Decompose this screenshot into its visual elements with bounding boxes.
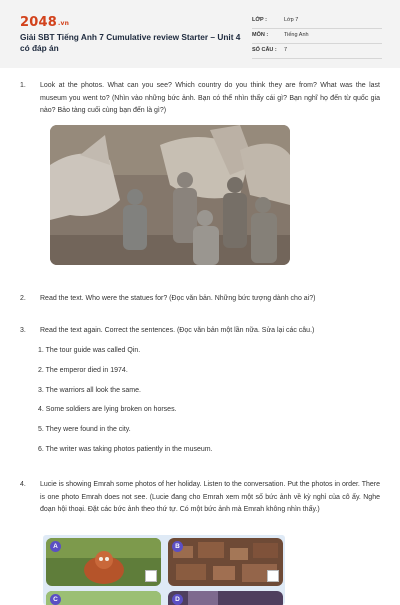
meta-grade (252, 14, 382, 29)
holiday-photos-grid (43, 535, 285, 605)
question-number: 4. (20, 481, 26, 488)
meta-key: SỐ CÂU : (252, 47, 277, 53)
photo-label: C (50, 594, 61, 605)
sentence-item: 4. Some soldiers are lying broken on horses. (38, 406, 177, 413)
sentence-item: 3. The warriors all look the same. (38, 387, 141, 394)
sentence-item: 5. They were found in the city. (38, 426, 131, 433)
site-logo[interactable]: 2048.vn (20, 15, 70, 30)
answer-checkbox[interactable] (267, 570, 279, 582)
document-title: Giải SBT Tiếng Anh 7 Cumulative review Starter – Unit 4 có đáp án (20, 32, 241, 53)
photo-c[interactable] (46, 591, 161, 605)
meta-value: Tiếng Anh (284, 32, 309, 38)
meta-value: 7 (284, 47, 288, 53)
answer-checkbox[interactable] (145, 570, 157, 582)
question-number: 1. (20, 82, 26, 89)
question-text: Read the text again. Correct the sentences. (Đọc văn bản một lần nữa. Sửa lại các câu.) (40, 327, 315, 334)
question-text: Look at the photos. What can you see? Which country do you think they are from? What was the last museum you went to? (Nhìn vào những bức ảnh. Bạn có thể nhìn thấy cái gì? Bạn nghĩ họ đến từ quốc gia nào? Bảo tàng cuối cùng bạn đến là gì?) (40, 82, 380, 114)
photo-label: B (172, 541, 183, 552)
meta-value: Lớp 7 (284, 17, 299, 23)
meta-count (252, 44, 382, 59)
terracotta-warriors-photo (50, 125, 290, 265)
page-header (0, 0, 400, 68)
photo-a[interactable] (46, 538, 161, 586)
photo-label: A (50, 541, 61, 552)
meta-subject (252, 29, 382, 44)
question-number: 2. (20, 295, 26, 302)
photo-label: D (172, 594, 183, 605)
sentence-item: 6. The writer was taking photos patiently in the museum. (38, 446, 213, 453)
question-text: Read the text. Who were the statues for? (Đọc văn bản. Những bức tượng dành cho ai?) (40, 295, 316, 302)
photo-d[interactable] (168, 591, 283, 605)
meta-key: MÔN : (252, 32, 269, 38)
photo-b[interactable] (168, 538, 283, 586)
meta-key: LỚP : (252, 17, 267, 23)
question-number: 3. (20, 327, 26, 334)
sentence-item: 1. The tour guide was called Qin. (38, 347, 141, 354)
question-text: Lucie is showing Emrah some photos of her holiday. Listen to the conversation. Put the photos in order. There is one photo Emrah does not see. (Lucie đang cho Emrah xem một số bức ảnh về kỳ nghỉ của cô ấy. Nghe đoạn hội thoại. Đặt các bức ảnh theo thứ tự. Có một bức ảnh mà Emrah không nhìn thấy.) (40, 481, 380, 513)
sentence-item: 2. The emperor died in 1974. (38, 367, 128, 374)
